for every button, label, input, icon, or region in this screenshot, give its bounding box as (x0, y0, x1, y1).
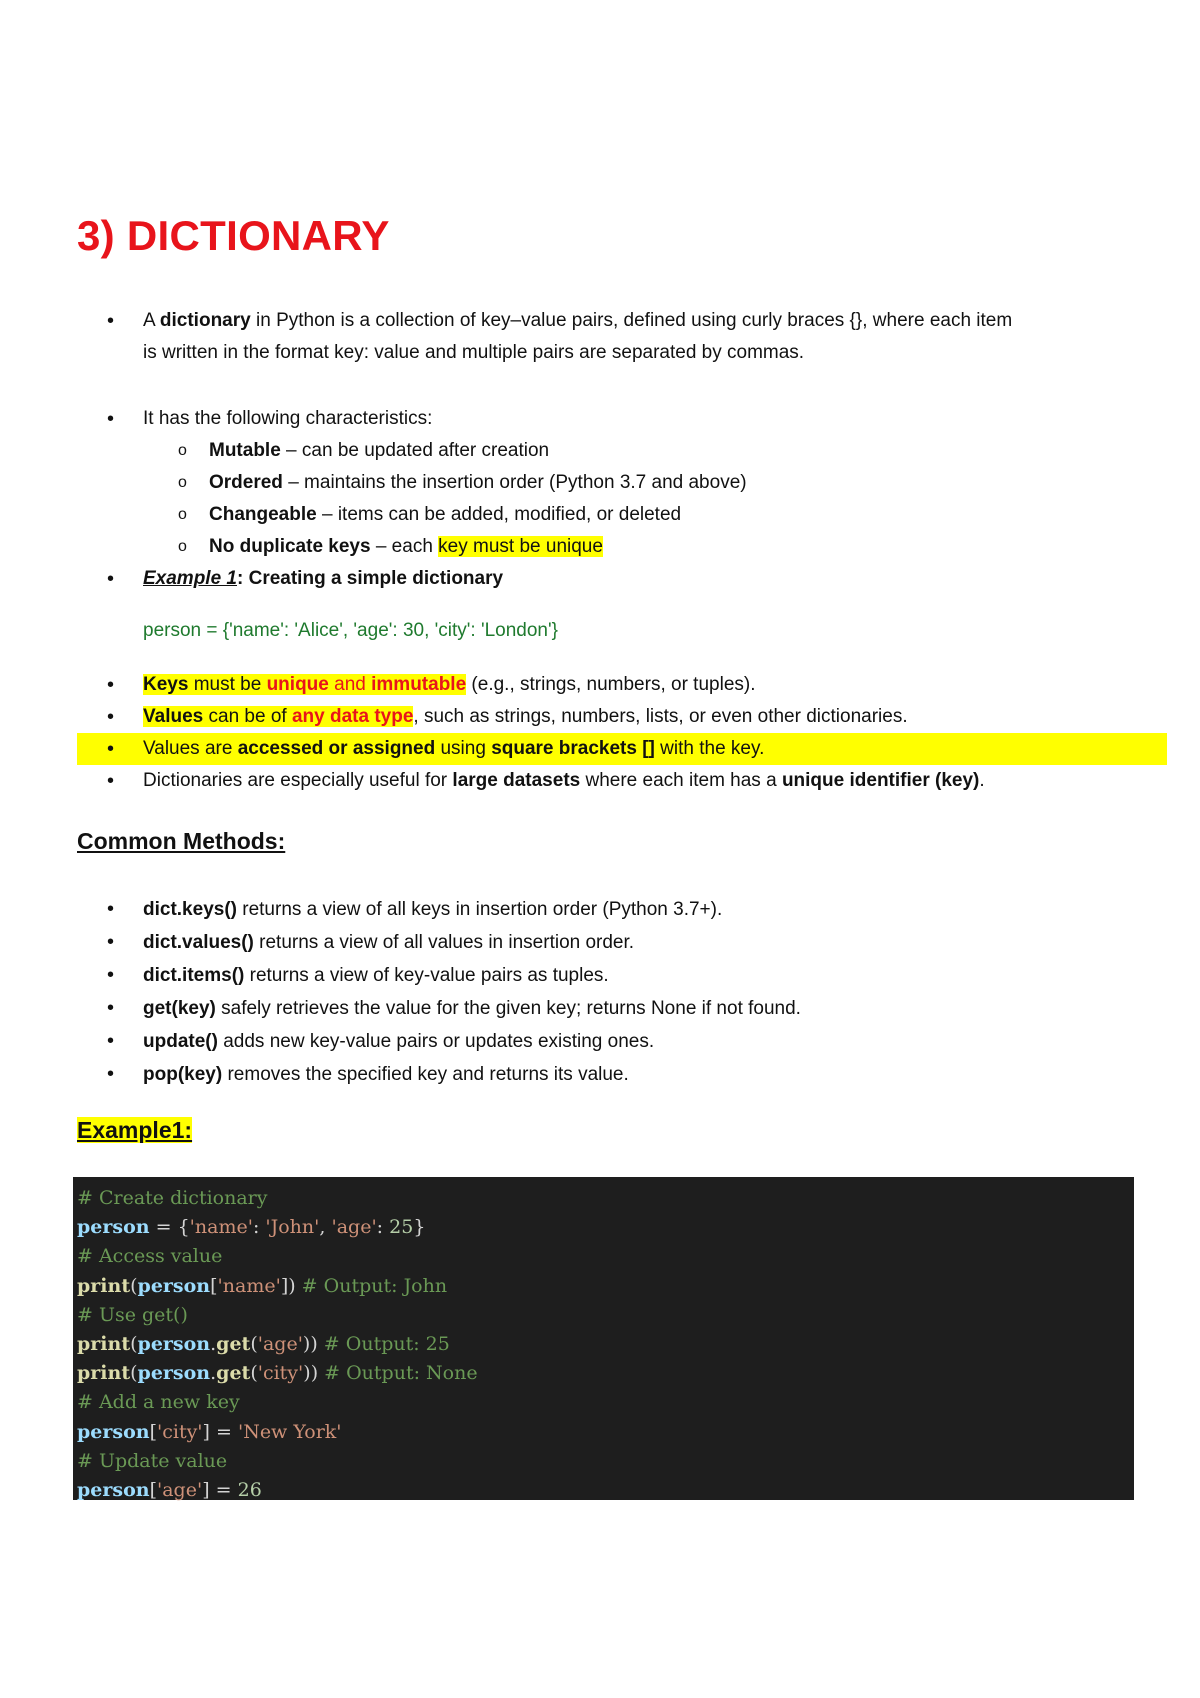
methods-list (77, 893, 1137, 1091)
method-desc: returns a view of all keys in insertion order (Python 3.7+). (236, 899, 723, 920)
rules-list (77, 669, 1167, 797)
inline-code-example: person = {'name': 'Alice', 'age': 30, 'city': 'London'} (143, 620, 558, 641)
example1-heading-text: Example1: (77, 1117, 193, 1143)
sublist-item (77, 435, 1137, 467)
list-item (77, 733, 1167, 765)
unique-term: unique (266, 674, 329, 695)
term: Ordered (209, 472, 283, 493)
code-line: person['age'] = 26 (77, 1479, 262, 1502)
method-name: update() (143, 1031, 218, 1052)
method-desc: safely retrieves the value for the given key; returns None if not found. (215, 998, 801, 1019)
code-block (73, 1177, 1134, 1500)
list-item (77, 701, 1167, 733)
sublist-item (77, 467, 1137, 499)
method-name: dict.values() (143, 932, 254, 953)
code-line: person['city'] = 'New York' (77, 1420, 342, 1443)
text: where each item has a (580, 770, 782, 791)
code-comment: # Use get() (77, 1303, 188, 1326)
method-name: pop(key) (143, 1064, 223, 1085)
method-desc: returns a view of key-value pairs as tuples. (244, 965, 609, 986)
method-desc: adds new key-value pairs or updates existing ones. (217, 1031, 655, 1052)
bold-text: accessed or assigned (237, 738, 436, 759)
bold-text: large datasets (452, 770, 581, 791)
text: with the key. (654, 738, 765, 759)
list-item (77, 992, 1137, 1025)
highlight: key must be unique (438, 536, 603, 557)
common-methods-heading: Common Methods: (77, 828, 286, 854)
term: Mutable (209, 440, 281, 461)
method-name: dict.items() (143, 965, 245, 986)
code-line: print(person.get('age')) # Output: 25 (77, 1333, 450, 1356)
list-item (77, 563, 1137, 595)
list-item (77, 1058, 1137, 1091)
code-line: print(person.get('city')) # Output: None (77, 1362, 478, 1385)
text: can be of (203, 706, 292, 727)
any-type-term: any data type (291, 706, 414, 727)
page-title: 3) DICTIONARY (77, 212, 390, 259)
characteristics-heading: It has the following characteristics: (143, 408, 433, 429)
text: , such as strings, numbers, lists, or even other dictionaries. (413, 706, 908, 727)
characteristics-sublist (77, 435, 1137, 563)
keys-term: Keys (143, 674, 189, 695)
code-comment: # Create dictionary (77, 1187, 268, 1209)
desc: – each (370, 536, 439, 557)
code-comment: # Access value (77, 1245, 223, 1268)
desc: – maintains the insertion order (Python 3.7 and above) (282, 472, 747, 493)
method-name: dict.keys() (143, 899, 237, 920)
list-item (77, 926, 1137, 959)
list-item (77, 403, 1137, 563)
list-item (77, 765, 1167, 797)
intro-term: dictionary (159, 310, 251, 331)
bold-text: square brackets [] (491, 738, 655, 759)
example-label: Example 1 (143, 568, 237, 589)
text: using (435, 738, 492, 759)
code-line: print(person['name']) # Output: John (77, 1274, 448, 1297)
method-name: get(key) (143, 998, 216, 1019)
method-desc: removes the specified key and returns its value. (222, 1064, 629, 1085)
immutable-term: immutable (371, 674, 467, 695)
desc: – items can be added, modified, or deleted (316, 504, 682, 525)
characteristics-list (77, 403, 1137, 595)
example-colon: : (237, 568, 244, 589)
term: Changeable (209, 504, 317, 525)
code-comment: # Update value (77, 1449, 228, 1472)
term: No duplicate keys (209, 536, 371, 557)
list-item (77, 669, 1167, 701)
text: . (979, 770, 985, 791)
code-line: person = {'name': 'John', 'age': 25} (77, 1216, 426, 1239)
text: (e.g., strings, numbers, or tuples). (466, 674, 756, 695)
text: Values are (143, 738, 238, 759)
intro-line2: is written in the format key: value and multiple pairs are separated by commas. (143, 342, 805, 363)
sublist-item (77, 499, 1137, 531)
desc: – can be updated after creation (280, 440, 550, 461)
list-item (77, 959, 1137, 992)
intro-rest: in Python is a collection of key–value pairs, defined using curly braces {}, where each item (250, 310, 1013, 331)
method-desc: returns a view of all values in insertion order. (253, 932, 635, 953)
code-comment: # Add a new key (77, 1391, 240, 1414)
list-item (77, 305, 1137, 369)
example1-heading (77, 1117, 192, 1144)
text: must be (188, 674, 267, 695)
list-item (77, 1025, 1137, 1058)
text: Dictionaries are especially useful for (143, 770, 453, 791)
text: and (328, 674, 372, 695)
example-desc: Creating a simple dictionary (243, 568, 504, 589)
list-item (77, 893, 1137, 926)
sublist-item (77, 531, 1137, 563)
values-term: Values (143, 706, 204, 727)
intro-list (77, 305, 1137, 369)
bold-text: unique identifier (key) (781, 770, 980, 791)
intro-a: A (143, 310, 160, 331)
